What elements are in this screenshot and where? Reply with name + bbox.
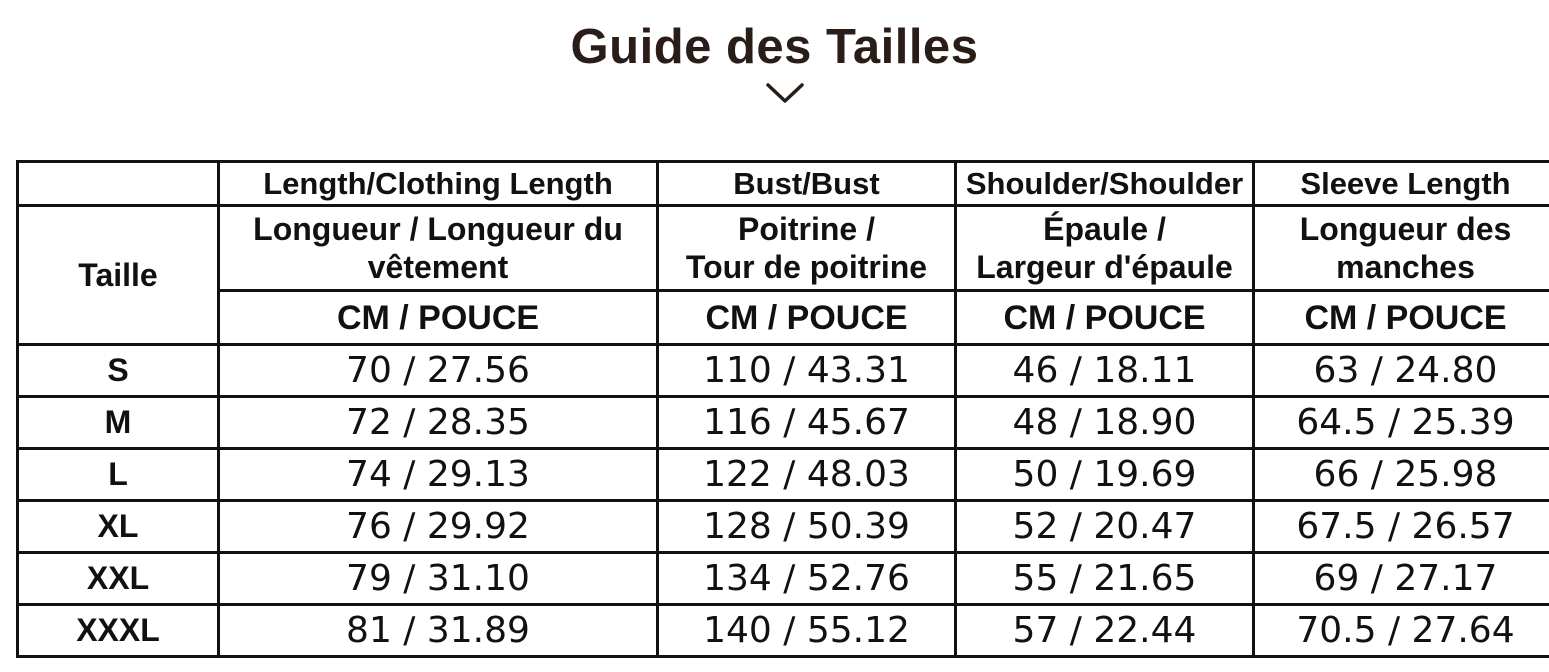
column-header-english: Length/Clothing Length [219,162,658,206]
header-row-unit [18,291,1549,345]
table-cell: 134 / 52.76 [658,553,956,605]
column-header-french-line: vêtement [367,249,509,285]
column-header-french [956,206,1254,291]
table-cell: 55 / 21.65 [956,553,1254,605]
table-cell: 67.5 / 26.57 [1254,501,1549,553]
table-cell: 48 / 18.90 [956,397,1254,449]
size-cell: S [18,345,219,397]
table-cell: 74 / 29.13 [219,449,658,501]
table-cell: 79 / 31.10 [219,553,658,605]
table-row [18,605,1549,657]
table-row [18,553,1549,605]
table-row [18,449,1549,501]
table-row [18,345,1549,397]
table-cell: 52 / 20.47 [956,501,1254,553]
column-header-french-line: Largeur d'épaule [976,249,1233,285]
table-cell: 128 / 50.39 [658,501,956,553]
column-header-english: Bust/Bust [658,162,956,206]
column-header-french-line: Tour de poitrine [685,249,928,285]
size-cell: XXXL [18,605,219,657]
size-cell: L [18,449,219,501]
table-cell: 116 / 45.67 [658,397,956,449]
column-header-french-line: Poitrine / [738,211,875,247]
corner-cell [18,162,219,206]
column-header-french-line: Épaule / [1043,211,1166,247]
column-header-french [658,206,956,291]
column-header-french [219,206,658,291]
column-unit-header: CM / POUCE [219,291,658,345]
table-cell: 72 / 28.35 [219,397,658,449]
page-title: Guide des Tailles [570,20,979,74]
table-cell: 122 / 48.03 [658,449,956,501]
table-cell: 66 / 25.98 [1254,449,1549,501]
column-header-french [1254,206,1549,291]
column-header-english: Shoulder/Shoulder [956,162,1254,206]
table-cell: 50 / 19.69 [956,449,1254,501]
column-header-french-line: manches [1336,249,1475,285]
table-row [18,501,1549,553]
column-header-english: Sleeve Length [1254,162,1549,206]
column-unit-header: CM / POUCE [658,291,956,345]
table-cell: 110 / 43.31 [658,345,956,397]
table-cell: 64.5 / 25.39 [1254,397,1549,449]
header-row-english [18,162,1549,206]
table-cell: 140 / 55.12 [658,605,956,657]
table-cell: 70.5 / 27.64 [1254,605,1549,657]
table-cell: 69 / 27.17 [1254,553,1549,605]
table-cell: 46 / 18.11 [956,345,1254,397]
table-row [18,397,1549,449]
column-header-french-line: Longueur / Longueur du [253,211,623,247]
column-header-french-line: Longueur des [1299,211,1512,247]
table-cell: 76 / 29.92 [219,501,658,553]
size-column-header: Taille [18,206,219,345]
chevron-down-icon [766,82,804,104]
column-unit-header: CM / POUCE [1254,291,1549,345]
size-cell: M [18,397,219,449]
table-cell: 63 / 24.80 [1254,345,1549,397]
size-cell: XL [18,501,219,553]
size-cell: XXL [18,553,219,605]
table-cell: 57 / 22.44 [956,605,1254,657]
size-guide-table [16,160,1549,658]
table-cell: 70 / 27.56 [219,345,658,397]
column-unit-header: CM / POUCE [956,291,1254,345]
header-row-french [18,206,1549,291]
table-cell: 81 / 31.89 [219,605,658,657]
